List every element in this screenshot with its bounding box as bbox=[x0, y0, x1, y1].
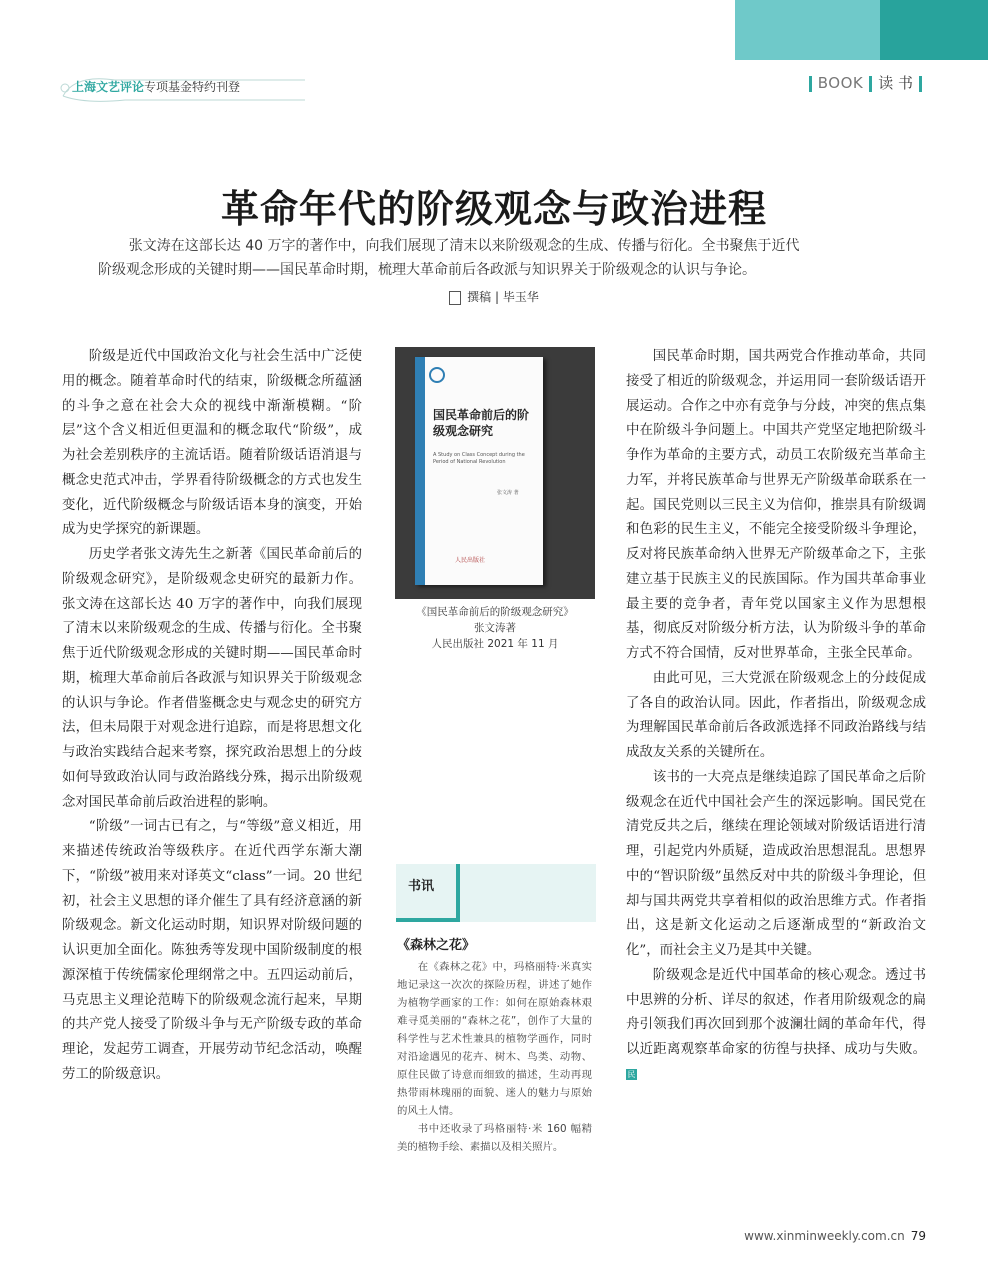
column-label bbox=[72, 78, 240, 95]
body-paragraph: 阶级是近代中国政治文化与社会生活中广泛使用的概念。随着革命时代的结束，阶级概念所蕴涵的斗争之意在社会大众的视线中渐渐模糊。“阶层”这个含义相近但更温和的概念取代“阶级”，成为社会差别秩序的主流话语。随着阶级话语消退与概念史范式冲击，学界看待阶级概念的方式也发生变化，近代阶级概念与阶级话语本身的演变，开始成为史学探究的新课题。 bbox=[62, 349, 362, 538]
book-cover-subtitle: A Study on Class Concept during the Period of National Revolution bbox=[433, 452, 525, 465]
caption-author: 张文涛著 bbox=[474, 622, 516, 634]
book-caption bbox=[395, 604, 595, 652]
body-paragraph: 由此可见，三大党派在阶级观念上的分歧促成了各自的政治认同。因此，作者指出，阶级观念成为理解国民革命前后各政派选择不同政治路线与结成敌友关系的关键所在。 bbox=[626, 670, 926, 760]
header-color-block-inner bbox=[880, 0, 988, 60]
header-color-block bbox=[735, 0, 988, 60]
article-lead bbox=[98, 234, 898, 282]
news-body bbox=[397, 958, 592, 1156]
body-paragraph bbox=[626, 964, 926, 1088]
right-column bbox=[626, 345, 926, 1088]
body-paragraph: 该书的一大亮点是继续追踪了国民革命之后阶级观念在近代中国社会产生的深远影响。国民党在清党反共之后，继续在理论领域对阶级话语进行清理，引起党内外质疑，造成政治思想混乱。思想界中的“智识阶级”虽然反对中共的阶级斗争理论，但却与国共两党共享着相似的政治思维方式。作者指出，这是新文化运动之后逐渐成型的“新政治文化”，而社会主义乃是其中关键。 bbox=[626, 769, 926, 958]
byline bbox=[0, 288, 988, 305]
left-column bbox=[62, 345, 362, 1088]
column-label-rest: 专项基金特约刊登 bbox=[144, 80, 241, 94]
news-paragraph: 书中还收录了玛格丽特·米 160 幅精美的植物手绘、素描以及相关照片。 bbox=[397, 1123, 592, 1153]
publisher-logo-icon bbox=[429, 367, 445, 383]
pen-icon bbox=[449, 291, 461, 305]
body-paragraph: “阶级”一词古已有之，与“等级”意义相近，用来描述传统政治等级秩序。在近代西学东渐大潮下，“阶级”被用来对译英文“class”一词。20 世纪初，社会主义思想的译介催生了具有经济意涵的新阶级观念。新文化运动时期，知识界对阶级问题的认识更加全面化。陈独秀等发现中国阶级制度的根源深植于传统儒家伦理纲常之中。五四运动前后，马克思主义理论范畴下的阶级观念流行起来，早期的共产党人接受了阶级斗争与无产阶级专政的革命理论，发起劳工调查，开展劳动节纪念活动，唤醒劳工的阶级意识。 bbox=[62, 819, 362, 1082]
caption-publisher: 人民出版社 2021 年 11 月 bbox=[431, 638, 559, 650]
body-paragraph: 历史学者张文涛先生之新著《国民革命前后的阶级观念研究》，是阶级观念史研究的最新力作。张文涛在这部长达 40 万字的著作中，向我们展现了清末以来阶级观念的生成、传播与衍化。全书聚焦于近代阶级观念形成的关键时期——国民革命时期，梳理大革命前后各政派与知识界关于阶级观念的认识与争论。作者借鉴概念史与观念史的研究方法，但未局限于对观念进行追踪，而是将思想文化与政治实践结合起来考察，探究政治思想上的分歧如何导致政治认同与政治路线分殊，揭示出阶级观念对国民革命前后政治进程的影响。 bbox=[62, 547, 362, 810]
news-title: 《森林之花》 bbox=[397, 938, 476, 953]
news-paragraph: 在《森林之花》中，玛格丽特·米真实地记录这一次次的探险历程，讲述了她作为植物学画家的工作：如何在原始森林艰难寻觅美丽的“森林之花”，创作了大量的科学性与艺术性兼具的植物学画作，同时对沿途遇见的花卉、树木、鸟类、动物、原住民做了诗意而细致的描述，生动再现热带雨林瑰丽的面貌、迷人的魅力与原始的风土人情。 bbox=[397, 961, 592, 1117]
section-bar-right bbox=[919, 76, 922, 92]
lead-line-2: 阶级观念形成的关键时期——国民革命时期，梳理大革命前后各政派与知识界关于阶级观念的认识与争论。 bbox=[98, 262, 756, 278]
book-cover-publisher: 人民出版社 bbox=[455, 557, 486, 564]
section-bar-mid bbox=[869, 76, 872, 92]
book-spine bbox=[415, 357, 425, 585]
end-mark-icon: 民 bbox=[627, 1069, 636, 1079]
article-title: 革命年代的阶级观念与政治进程 bbox=[220, 187, 767, 231]
section-cn: 读 书 bbox=[878, 74, 913, 92]
book-cover bbox=[415, 357, 543, 585]
section-tag bbox=[803, 72, 928, 93]
caption-title: 《国民革命前后的阶级观念研究》 bbox=[416, 606, 574, 618]
footer bbox=[744, 1229, 926, 1243]
body-paragraph: 国民革命时期，国共两党合作推动革命，共同接受了相近的阶级观念，并运用同一套阶级话语开展运动。合作之中亦有竞争与分歧，冲突的焦点集中在阶级斗争问题上。中国共产党坚定地把阶级斗争作为革命的主要方式，动员工农阶级充当革命主力军，并将民族革命与世界无产阶级革命联系在一起。国民党则以三民主义为信仰，推崇具有阶级调和色彩的民生主义，不能完全接受阶级斗争理论，反对将民族革命纳入世界无产阶级革命之下，主张建立基于民族主义的民族国际。作为国共革命事业最主要的竞争者，青年党以国家主义作为思想根基，彻底反对阶级分析方法，认为阶级斗争的革命方式不符合国情，反对世界革命，主张全民革命。 bbox=[626, 349, 926, 661]
footer-url: www.xinminweekly.com.cn bbox=[744, 1229, 905, 1243]
byline-text: 撰稿 | 毕玉华 bbox=[467, 290, 539, 304]
page-number: 79 bbox=[910, 1229, 926, 1243]
last-paragraph-text: 阶级观念是近代中国革命的核心观念。透过书中思辨的分析、详尽的叙述，作者用阶级观念的扁舟引领我们再次回到那个波澜壮阔的革命年代，得以近距离观察革命家的彷徨与抉择、成功与失败。 bbox=[626, 967, 926, 1057]
book-cover-title: 国民革命前后的阶级观念研究 bbox=[433, 408, 530, 438]
section-bar-left bbox=[809, 76, 812, 92]
section-en: BOOK bbox=[817, 74, 864, 92]
lead-line-1: 张文涛在这部长达 40 万字的著作中，向我们展现了清末以来阶级观念的生成、传播与衍化。全书聚焦于近代 bbox=[128, 238, 800, 254]
column-label-highlight: 上海文艺评论 bbox=[72, 80, 145, 94]
news-label: 书讯 bbox=[408, 879, 435, 894]
book-cover-author: 张文涛 著 bbox=[497, 490, 519, 496]
book-cover-photo bbox=[395, 347, 595, 599]
